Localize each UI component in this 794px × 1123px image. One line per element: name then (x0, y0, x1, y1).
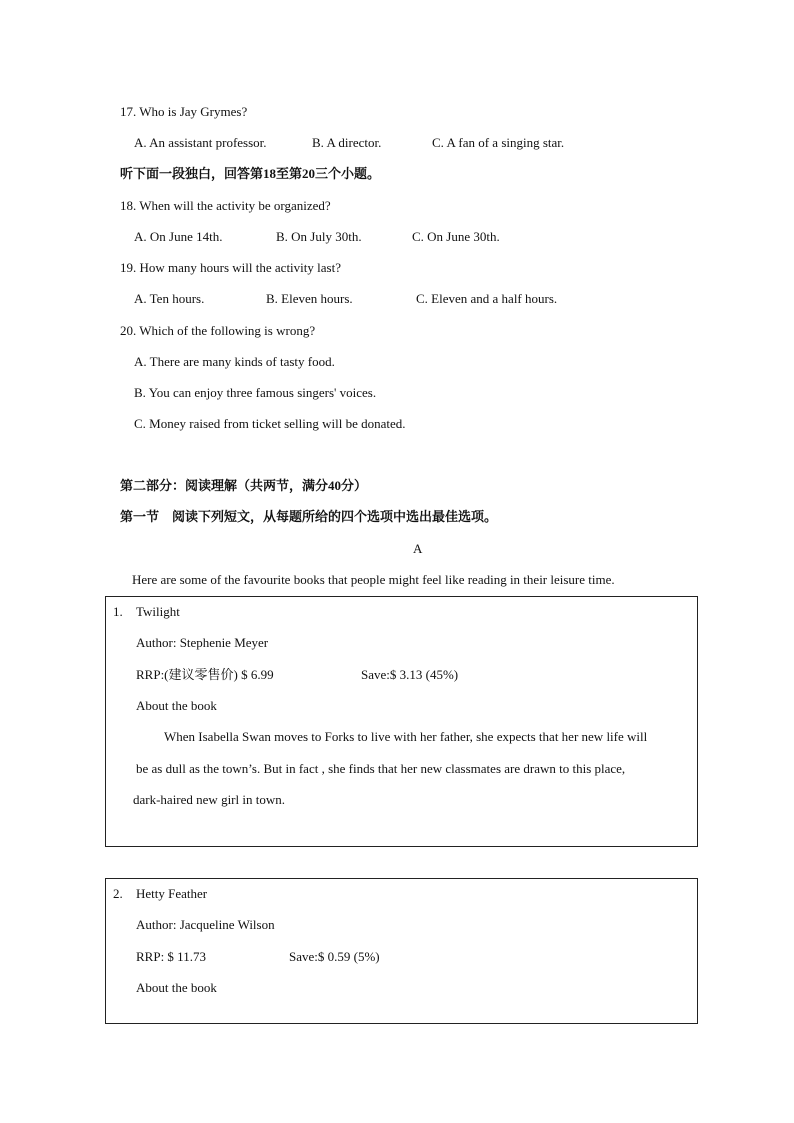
q18-option-c: C. On June 30th. (412, 229, 500, 244)
book-1-about-label: About the book (136, 698, 217, 713)
book-1-save: Save:$ 3.13 (45%) (361, 667, 459, 682)
question-20: 20. Which of the following is wrong? (120, 323, 316, 338)
question-19: 19. How many hours will the activity last? (120, 260, 341, 275)
listening-instruction: 听下面一段独白，回答第18至第20三个小题。 (120, 166, 381, 181)
section-one-title: 第一节 阅读下列短文，从每题所给的四个选项中选出最佳选项。 (120, 509, 498, 524)
book-2-title: Hetty Feather (136, 886, 208, 901)
q18-option-a: A. On June 14th. (134, 229, 223, 244)
q17-option-b: B. A director. (312, 135, 382, 150)
q19-option-b: B. Eleven hours. (266, 291, 353, 306)
q17-option-c: C. A fan of a singing star. (432, 135, 565, 150)
q20-option-a: A. There are many kinds of tasty food. (134, 354, 335, 369)
q17-option-a: A. An assistant professor. (134, 135, 267, 150)
book-1-description-line: be as dull as the town’s. But in fact , she finds that her new classmates are drawn to this place, (136, 761, 626, 776)
passage-label: A (413, 541, 423, 556)
q20-option-b: B. You can enjoy three famous singers' voices. (134, 385, 377, 400)
book-2-about-label: About the book (136, 980, 217, 995)
book-1-rrp: RRP:(建议零售价) $ 6.99 (136, 667, 274, 682)
book-card-twilight (105, 596, 698, 847)
book-2-author: Author: Jacqueline Wilson (136, 917, 275, 932)
book-2-number: 2. (113, 886, 123, 901)
book-1-number: 1. (113, 604, 123, 619)
question-18: 18. When will the activity be organized? (120, 198, 331, 213)
q19-option-c: C. Eleven and a half hours. (416, 291, 558, 306)
passage-intro: Here are some of the favourite books that people might feel like reading in their leisure time. (132, 572, 615, 587)
book-2-rrp: RRP: $ 11.73 (136, 949, 206, 964)
q18-option-b: B. On July 30th. (276, 229, 362, 244)
book-1-description-line: When Isabella Swan moves to Forks to live with her father, she expects that her new life will (164, 729, 648, 744)
book-1-description-line: dark-haired new girl in town. (133, 792, 285, 807)
book-1-author: Author: Stephenie Meyer (136, 635, 269, 650)
q19-option-a: A. Ten hours. (134, 291, 205, 306)
question-17: 17. Who is Jay Grymes? (120, 104, 248, 119)
book-1-title: Twilight (136, 604, 180, 619)
book-2-save: Save:$ 0.59 (5%) (289, 949, 380, 964)
q20-option-c: C. Money raised from ticket selling will be donated. (134, 416, 406, 431)
part-two-title: 第二部分：阅读理解（共两节，满分40分） (120, 478, 368, 493)
